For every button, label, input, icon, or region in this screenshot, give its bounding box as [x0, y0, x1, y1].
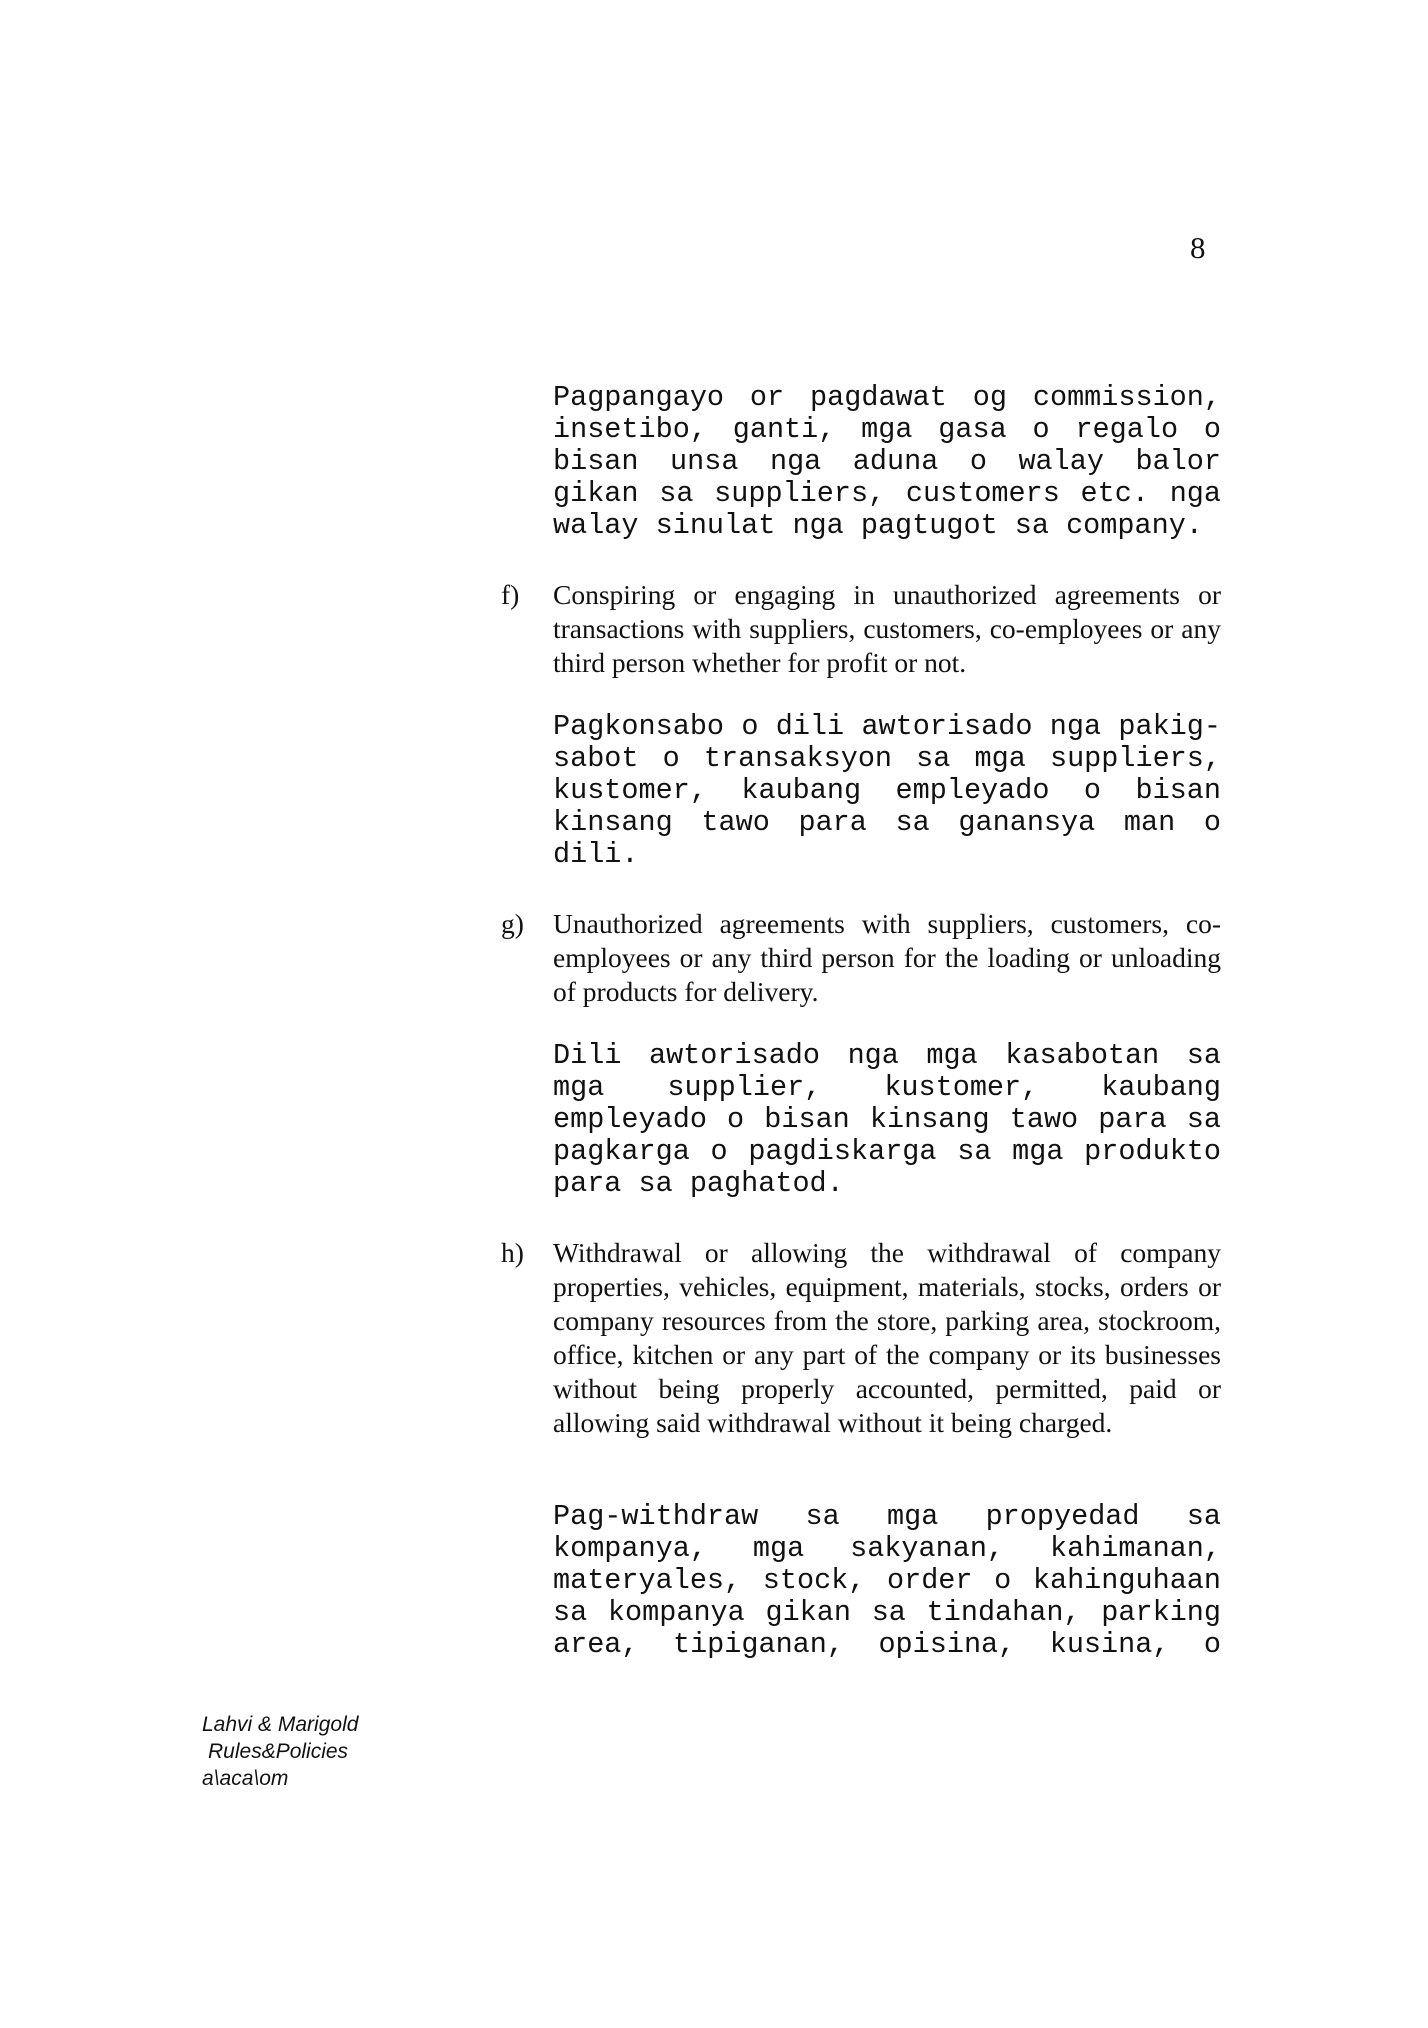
intro-translation-paragraph: Pagpangayo or pagdawat og commission, insetibo, ganti, mga gasa o regalo o bisan unsa nga aduna o walay balor gikan sa suppliers, customers etc. nga walay sinulat nga pagtugot sa company.: [553, 381, 1221, 542]
item-f-translation-paragraph: Pagkonsabo o dili awtorisado nga pakig-sabot o transaksyon sa mga suppliers, kustomer, kaubang empleyado o bisan kinsang tawo para sa ganansya man o dili.: [553, 710, 1221, 871]
item-h-label: h): [501, 1237, 524, 1268]
item-h-translation-paragraph: Pag-withdraw sa mga propyedad sa kompanya, mga sakyanan, kahimanan, materyales, stock, order o kahinguhaan sa kompanya gikan sa tindahan, parking area, tipiganan, opisina, kusina, o: [553, 1500, 1221, 1661]
item-g-translation-paragraph: Dili awtorisado nga mga kasabotan sa mga supplier, kustomer, kaubang empleyado o bisan kinsang tawo para sa pagkarga o pagdiskarga sa mga produkto para sa paghatod.: [553, 1039, 1221, 1200]
footer-line-title: Rules&Policies: [208, 1740, 349, 1763]
footer-line-path: a\aca\om: [202, 1767, 289, 1790]
item-g-label: g): [501, 908, 524, 939]
footer-line-company: Lahvi & Marigold: [202, 1713, 359, 1736]
document-footer: [202, 1711, 358, 1792]
page-number: 8: [1190, 230, 1206, 265]
item-f-label: f): [501, 579, 520, 610]
item-f-english-paragraph: Conspiring or engaging in unauthorized agreements or transactions with suppliers, customers, co-employees or any third person whether for profit or not.: [553, 579, 1221, 678]
item-h-english-paragraph: Withdrawal or allowing the withdrawal of company properties, vehicles, equipment, materials, stocks, orders or company resources from the store, parking area, stockroom, office, kitchen or any part of the company or its businesses without being properly accounted, permitted, paid or allowing said withdrawal without it being charged.: [553, 1237, 1221, 1438]
item-g-english-paragraph: Unauthorized agreements with suppliers, customers, co-employees or any third person for the loading or unloading of products for delivery.: [553, 908, 1221, 1007]
